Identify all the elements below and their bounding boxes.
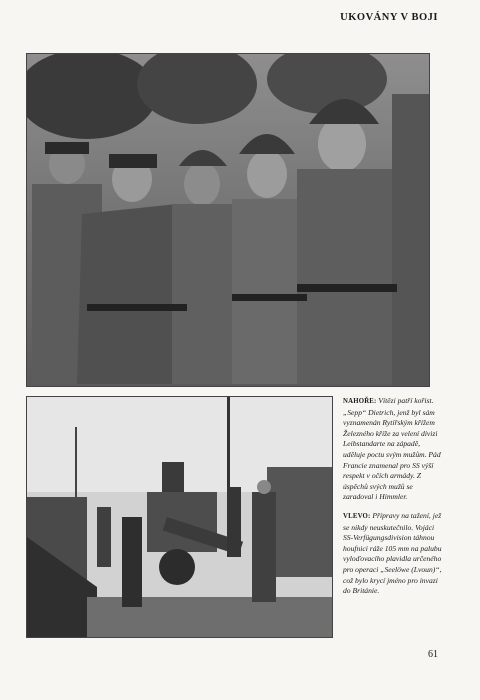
top-photograph <box>26 53 430 387</box>
howitzer-photo-illustration <box>27 397 332 637</box>
caption-left <box>343 511 443 597</box>
soldiers-photo-illustration <box>27 54 429 386</box>
running-head: UKOVÁNY V BOJI <box>340 12 438 23</box>
caption-top <box>343 396 443 503</box>
caption-left-text: Přípravy na tažení, jež se nikdy neuskutečnilo. Vojáci SS-Verfügungsdivision táhnou houfnici ráže 105 mm na palubu vyloďovacího plavidla určeného pro operaci „Seelöwe (Lvoun)“, což bylo krycí jméno pro invazi do Británie. <box>343 510 442 596</box>
caption-left-lead: VLEVO: <box>343 512 371 520</box>
bottom-photograph <box>26 396 333 638</box>
caption-top-lead: NAHOŘE: <box>343 398 377 405</box>
caption-top-text: Vítězi patří kořist. „Sepp“ Dietrich, jenž byl sám vyznamenán Rytířským křížem Železného kříže za velení divizi Leibstandarte na západě, uděluje poctu svým mužům. Pád Francie znamenal pro SS výší respekt v očích armády. Z úspěchů svých mužů se zaradoval i Himmler. <box>343 396 441 502</box>
captions-column <box>343 396 443 605</box>
page-number: 61 <box>428 649 438 660</box>
